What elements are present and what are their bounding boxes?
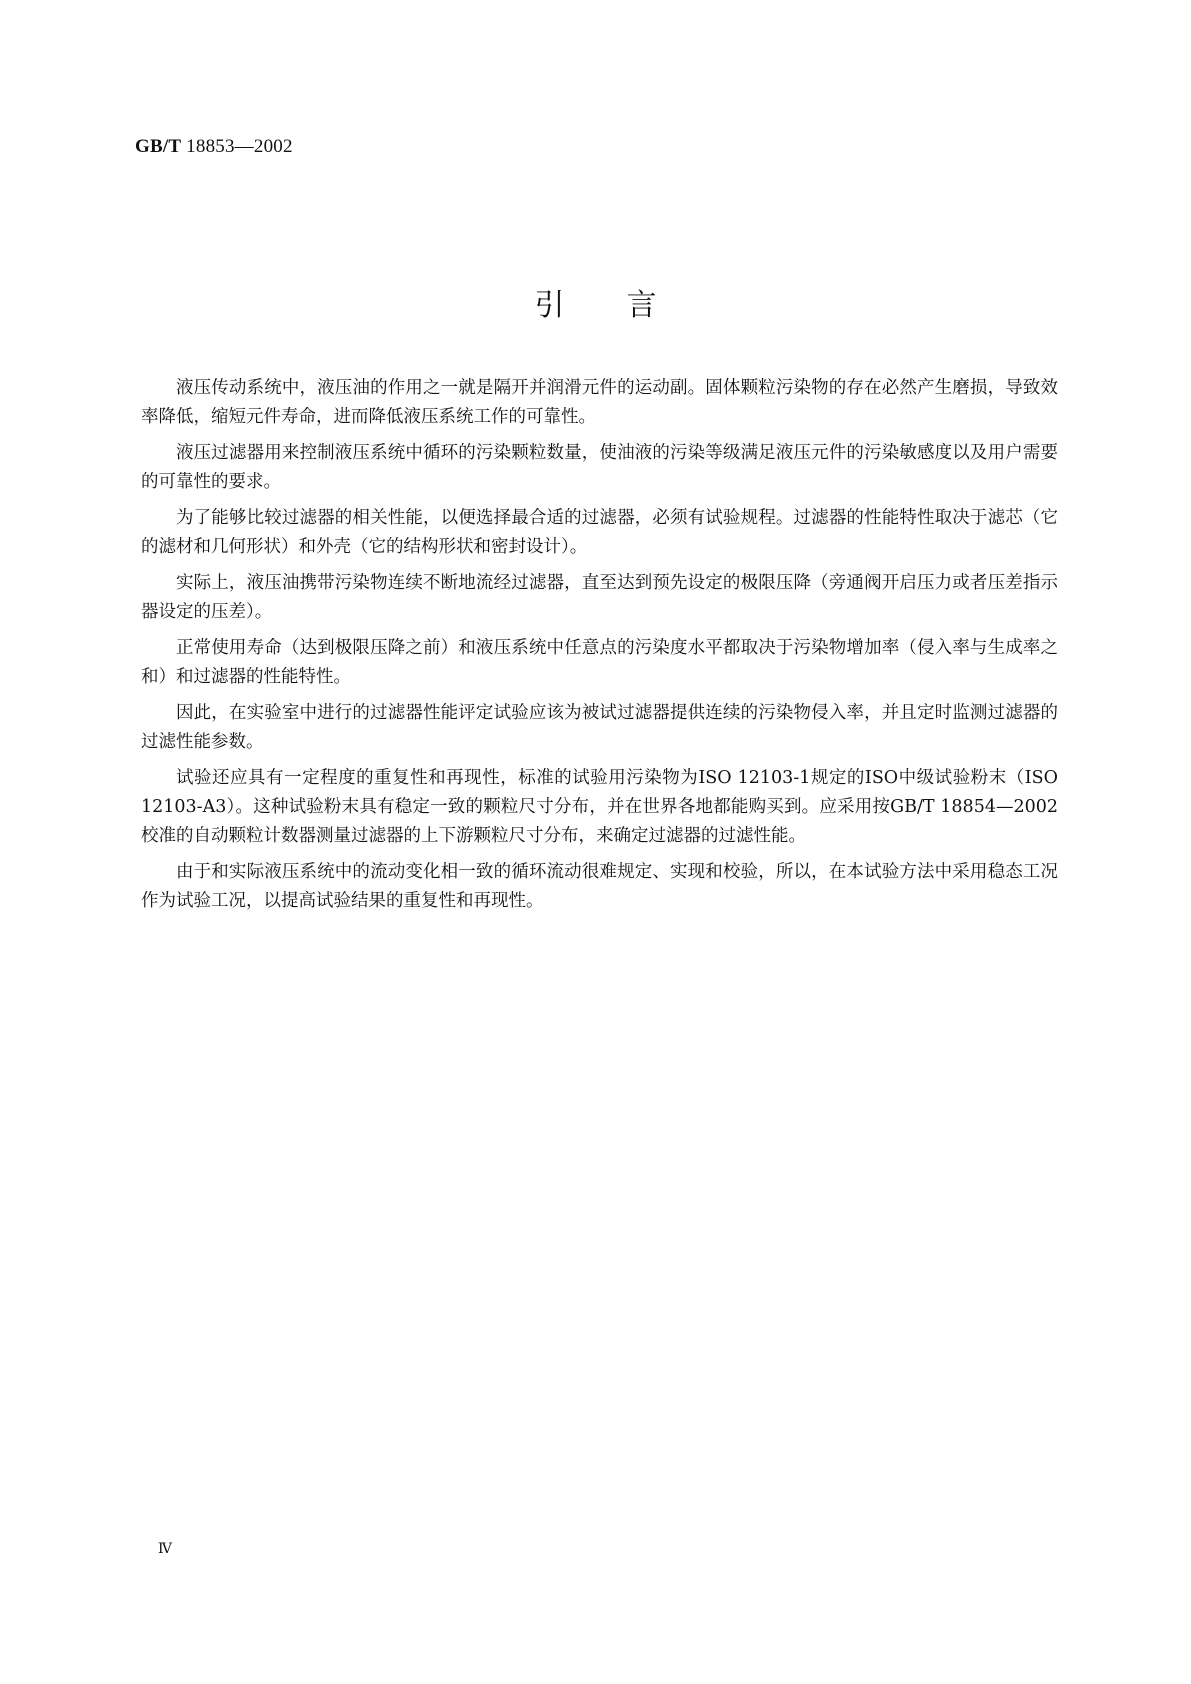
paragraph: 实际上，液压油携带污染物连续不断地流经过滤器，直至达到预先设定的极限压降（旁通阀开启压力或者压差指示器设定的压差）。 — [141, 573, 1058, 622]
paragraph: 正常使用寿命（达到极限压降之前）和液压系统中任意点的污染度水平都取决于污染物增加率（侵入率与生成率之和）和过滤器的性能特性。 — [141, 638, 1058, 687]
paragraph: 试验还应具有一定程度的重复性和再现性，标准的试验用污染物为ISO 12103-1规定的ISO中级试验粉末（ISO 12103-A3）。这种试验粉末具有稳定一致的颗粒尺寸分布，并在世界各地都能购买到。应采用按GB/T 18854—2002校准的自动颗粒计数器测量过滤器的上下游颗粒尺寸分布，来确定过滤器的过滤性能。 — [141, 768, 1058, 846]
paragraph: 由于和实际液压系统中的流动变化相一致的循环流动很难规定、实现和校验，所以，在本试验方法中采用稳态工况作为试验工况，以提高试验结果的重复性和再现性。 — [141, 862, 1058, 911]
page-title: 引言 — [534, 288, 719, 323]
paragraph: 液压传动系统中，液压油的作用之一就是隔开并润滑元件的运动副。固体颗粒污染物的存在必然产生磨损，导致效率降低，缩短元件寿命，进而降低液压系统工作的可靠性。 — [141, 378, 1058, 427]
introduction-body — [141, 374, 1058, 923]
paragraph: 为了能够比较过滤器的相关性能，以便选择最合适的过滤器，必须有试验规程。过滤器的性能特性取决于滤芯（它的滤材和几何形状）和外壳（它的结构形状和密封设计）。 — [141, 508, 1058, 557]
page-number: Ⅳ — [158, 1542, 172, 1557]
standard-header — [135, 136, 293, 158]
paragraph: 因此，在实验室中进行的过滤器性能评定试验应该为被试过滤器提供连续的污染物侵入率，并且定时监测过滤器的过滤性能参数。 — [141, 703, 1058, 752]
paragraph: 液压过滤器用来控制液压系统中循环的污染颗粒数量，使油液的污染等级满足液压元件的污染敏感度以及用户需要的可靠性的要求。 — [141, 443, 1058, 492]
standard-number: 18853—2002 — [186, 136, 293, 157]
standard-code: GB/T — [135, 136, 182, 157]
